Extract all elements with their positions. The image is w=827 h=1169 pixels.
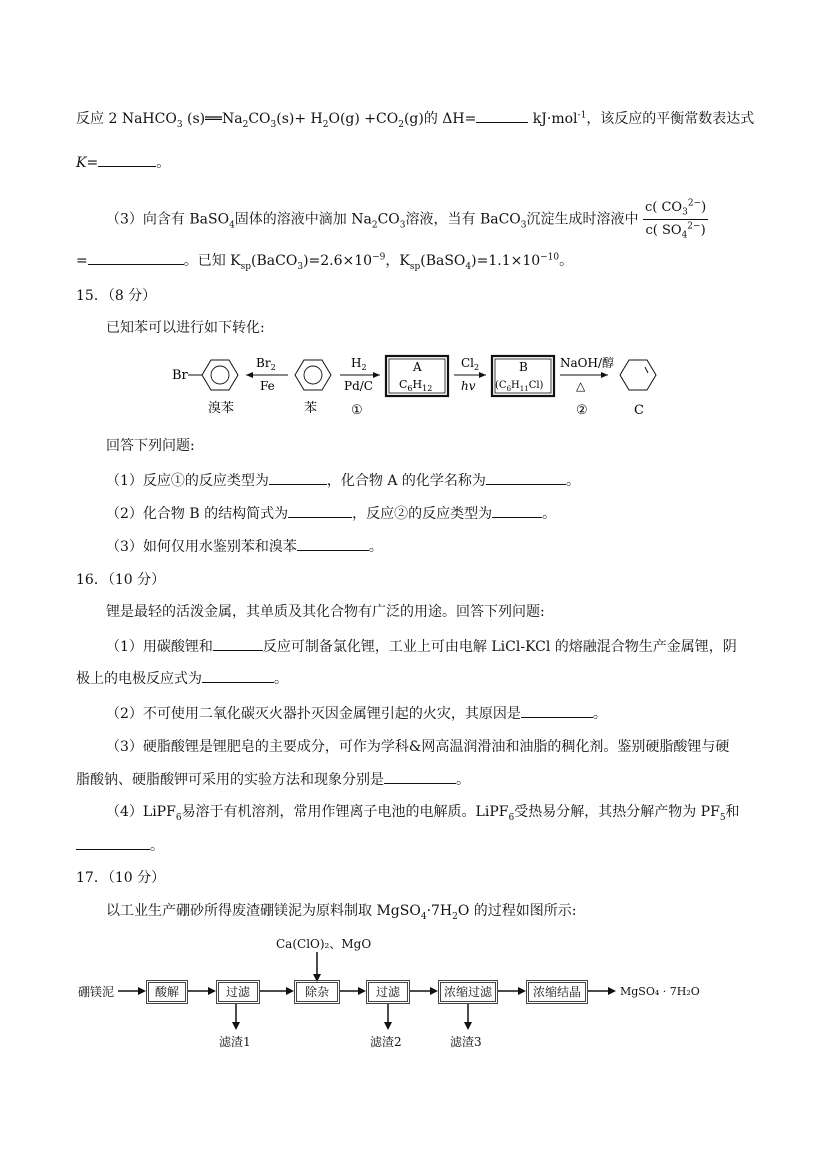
q16-part1-line1 [106,636,737,657]
k-expression-line [76,152,170,173]
flow-step-remove-impurities: 除杂 [294,980,340,1004]
delta-h-label: (g)的 ΔH= [403,111,477,127]
flow-residue-1: 滤渣1 [219,1035,251,1049]
q15-part2 [106,503,556,524]
q16-4b: 易溶于有机溶剂，常用作锂离子电池的电解质。LiPF [181,804,509,820]
step2-label: ② [576,403,588,418]
br2-label: $Br_2$ [256,356,276,372]
q17-intro-b: ·7H [426,903,453,919]
q15-answer-prompt: 回答下列问题: [106,438,195,454]
q17-intro-a: 以工业生产硼砂所得废渣硼镁泥为原料制取 MgSO [106,903,421,919]
reaction-2-line: 反应 2 NaHCO$_3$ $(s)══Na_2CO_3(s)+ H_2O(g) +CO_2(g)$的 ΔH= kJ·mol$^{-1}$，该反应的平衡常数表达式 [76,108,754,129]
q15-2-blank-1[interactable] [288,503,352,518]
reaction-label: 反应 2 [76,111,118,127]
h2-label: $H_2$ [351,356,367,372]
q16-part4-line1: （4）LiPF$_6$易溶于有机溶剂，常用作锂离子电池的电解质。LiPF$_6$受热易分解，其热分解产物为 $PF_5$和 [106,804,740,823]
flow-step-filter-2: 过滤 [366,980,410,1004]
c-label: C [634,403,644,418]
flow-start: 硼镁泥 [78,985,115,999]
q15-intro: 已知苯可以进行如下转化: [106,320,265,336]
q16-3-blank[interactable] [384,769,456,784]
q16-2a: （2）不可使用二氧化碳灭火器扑灭因金属锂引起的火灾，其原因是 [106,706,521,722]
q16-1a: （1）用碳酸锂和 [106,639,213,655]
q16-3b: 脂酸钠、硬脂酸钾可采用的实验方法和现象分别是 [76,772,384,788]
fraction-numerator: c( CO [644,200,683,215]
b-label: B [519,360,528,374]
delta-label: △ [576,379,586,393]
pdc-label: Pd/C [344,379,373,393]
reaction-tail: ，该反应的平衡常数表达式 [586,111,755,127]
q15-3-blank[interactable] [297,536,369,551]
known-label: 。已知 K [183,253,241,269]
flow-product: MgSO₄ · 7H₂O [620,985,700,998]
ratio-blank[interactable] [88,250,184,265]
q15-2b: ，反应②的反应类型为 [352,506,493,522]
product-1b: CO [248,111,271,127]
benzene-ring [295,360,331,390]
ksp-baco3: (BaCO [251,253,298,269]
flow-residue-2: 滤渣2 [370,1035,402,1049]
q16-4e: 。 [150,838,164,854]
b-formula: $(C_6H_{11}Cl)$ [495,380,544,393]
a-label: A [413,360,422,374]
cl2-label: $Cl_2$ [461,356,480,372]
sp-sub-1: sp [240,261,252,272]
q15-part3 [106,536,383,557]
bromobenzene-label: 溴苯 [208,401,235,416]
flow-step-concentrate-crystallize: 浓缩结晶 [526,980,588,1004]
flow-reagents: Ca(ClO)₂、MgO [276,937,372,951]
q16-4c: 受热易分解，其热分解产物为 PF [514,804,720,820]
q16-2b: 。 [592,706,607,722]
q16-4d: 和 [725,804,740,820]
q16-part3-line1: （3）硬脂酸锂是锂肥皂的主要成分，可作为学科&网高温润滑油和油脂的稠化剂。鉴别硬脂酸锂与硬 [106,739,730,755]
part3-mid: 固体的溶液中滴加 Na [234,211,372,228]
q15-3b: 。 [368,539,383,555]
a-formula: $C_6H_{12}$ [399,378,433,393]
reactant-state: (s) [187,111,206,127]
hv-label: hv [461,379,476,393]
sp-sub-2: sp [409,261,421,272]
q15-2c: 。 [542,506,557,522]
q16-1-blank-2[interactable] [202,668,274,683]
ksp-line: = 。已知 $K_{sp}(BaCO_3)=2.6\times 10^{-9}$，$K_{sp}(BaSO_4)=1.1\times 10^{-10}$。 [76,250,573,271]
q15-part1 [106,470,580,491]
q16-3c: 。 [456,772,470,788]
q15-2a: （2）化合物 B 的结构简式为 [106,506,289,522]
product-2: (s)+ H [276,111,323,127]
product-1: Na [221,111,243,127]
part3-mid2: CO [377,211,400,228]
k-blank[interactable] [98,152,156,167]
q16-1c: 极上的电极反应式为 [76,671,202,687]
ksp-baso4-value: )=1.1×10 [471,253,541,269]
q16-4a: （4）LiPF [106,804,176,820]
ksp-baso4: (BaSO [420,253,466,269]
step1-label: ① [351,403,363,418]
q14-part3-line: （3）向含有 BaSO$_4$固体的溶液中滴加 $Na_2CO_3$溶液，当有 BaCO$_3$沉淀生成时溶液中 $\frac{c( CO_3^{2-})}{c( SO_4^{2-})}$ [106,198,707,241]
product-3: O(g) +CO [328,111,399,127]
k-label: K= [76,155,99,171]
fe-label: Fe [260,379,275,393]
flow-step-concentrate-filter: 浓缩过滤 [438,980,498,1004]
q15-1-blank-2[interactable] [486,470,566,485]
k-end: 。 [156,155,171,171]
q17-intro-c: O 的过程如图所示: [457,903,577,919]
ksp-separator: ，K [385,253,410,269]
q15-header: 15．（8 分） [76,288,157,304]
reactant: NaHCO [121,111,177,127]
part3-label: （3）向含有 BaSO [106,211,230,228]
benzene-reaction-scheme [168,350,668,430]
ksp-baco3-value: )=2.6×10 [303,253,373,269]
q16-2-blank[interactable] [521,703,593,718]
q17-intro: 以工业生产硼砂所得废渣硼镁泥为原料制取 $MgSO_4\cdot 7H_2O$ 的过程如图所示: [106,903,577,922]
q16-part3-line2 [76,769,470,790]
q16-1d: 。 [274,671,288,687]
q16-part4-line2 [76,835,164,856]
flow-step-filter-1: 过滤 [216,980,260,1004]
flow-residue-3: 滤渣3 [450,1035,482,1049]
cyclohexene-ring [620,360,656,390]
delta-h-blank[interactable] [476,108,528,123]
equals-sign: = [76,253,88,269]
flow-step-acid-hydrolysis: 酸解 [146,980,188,1004]
q15-2-blank-2[interactable] [492,503,542,518]
naoh-label: NaOH/醇 [560,356,615,370]
fraction-denominator: c( SO [645,223,682,238]
equation-arrow: ══ [205,111,222,127]
part3-mid3: 溶液，当有 BaCO [405,211,521,228]
ksp-baco3-exp: −9 [372,252,386,263]
concentration-fraction: $\frac{c( CO_3^{2-})}{c( SO_4^{2-})}$ [644,198,707,241]
q15-1c: 。 [565,473,580,489]
q16-part2 [106,703,607,724]
q16-part1-line2 [76,668,288,689]
unit-exp: -1 [577,110,587,121]
q17-header: 17．（10 分） [76,870,166,886]
q15-1-blank-1[interactable] [269,470,327,485]
q16-1-blank-1[interactable] [213,636,263,651]
q15-1b: ，化合物 A 的化学名称为 [326,473,486,489]
q16-intro: 锂是最轻的活泼金属，其单质及其化合物有广泛的用途。回答下列问题: [106,604,545,620]
ksp-end: 。 [559,253,574,269]
q16-1b: 反应可制备氯化锂，工业上可由电解 LiCl-KCl 的熔融混合物生产金属锂，阴 [262,639,737,655]
bromobenzene-ring [202,360,238,390]
unit: kJ·mol [532,111,578,127]
q16-header: 16．（10 分） [76,572,166,588]
q15-3a: （3）如何仅用水鉴别苯和溴苯 [106,539,297,555]
q16-4-blank[interactable] [76,835,150,850]
br-label: Br [172,368,188,383]
ksp-baso4-exp: −10 [540,252,560,263]
q15-1a: （1）反应①的反应类型为 [106,473,269,489]
benzene-label: 苯 [304,401,318,416]
part3-mid4: 沉淀生成时溶液中 [526,211,639,228]
